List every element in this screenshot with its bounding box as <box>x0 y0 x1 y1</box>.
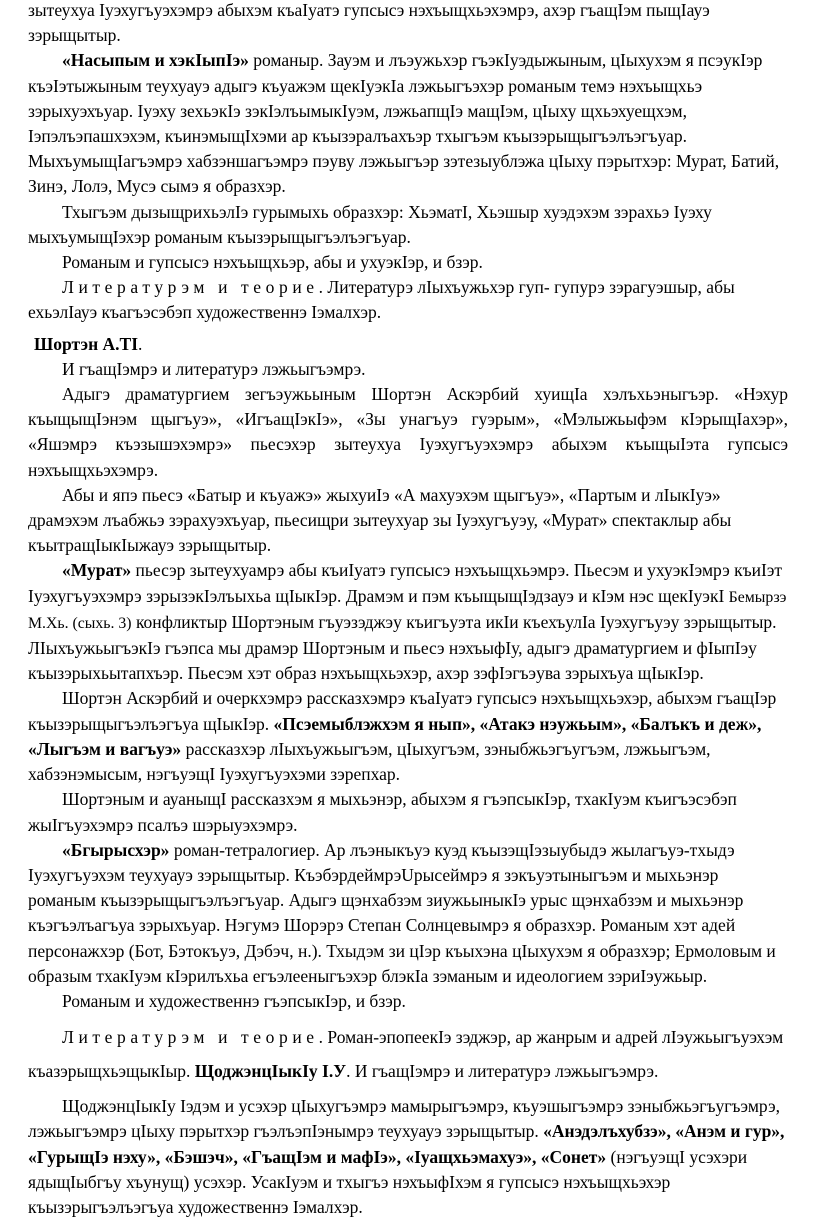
section-heading-shorten <box>34 332 788 357</box>
theory-label-2: Литературэм и теорие <box>62 1027 319 1048</box>
novel-title-nasypym: «Насыпым и хэкIыпIэ» <box>62 50 249 71</box>
paragraph-9 <box>28 558 788 686</box>
paragraph-8: Абы и япэ пьесэ «Батыр и къуажэ» жыхуиIэ «А махуэхэм щыгъуэ», «Партым и лIыкIуэ» драмэхэм лъабжьэ зэрахуэхъуар, пьесищри зытеухуар зы Iуэхугъуэу, «Мурат» спектаклыр абы къытращIыкIыжауэ зэрыщытыр. <box>28 484 732 556</box>
paragraph-10-rest: рассказхэр лIыхъужьыгъэм, цIыхугъэм, зэныбжьэгъугъэм, лэжьыгъэм, хабзэнэмысым, нэгъуэщI Iуэхугъуэхэми зэрепхар. <box>28 738 711 785</box>
paragraph-15 <box>28 1094 788 1220</box>
play-title-murat: «Мурат» <box>62 560 132 581</box>
poem-titles: «Анэдэлъхубзэ», «Анэм и гур», «ГурыщIэ нэху», «Бэшэч», «ГъащIэм и мафIэ», «Iуащхьэмахуэ», «Сонет» <box>28 1121 785 1167</box>
paragraph-2-text: романыр. Зауэм и лъэужьхэр гъэкIуэдыжыным, цIыхухэм я псэукIэр къэIэтыжыным теухуауэ адыгэ къуажэм щекIуэкIа лэжьыгъэхэр романым темэ нэхъыщхьэ зэрыхуэхъуар. Iуэху зехьэкIэ зэкIэлъымыкIуэм, лэжьапщIэ мащIэм, цIыху щхьэхуещхэм, Iэпэлъэпашхэхэм, къинэмыщIхэми ар къызэралъахъэр тхыгъэм къызэрыщыгъэлъэгъуар. МыхъумыщIагъэмрэ хабзэншагъэмрэ пэуву лэжьыгъэр зэтезыублэжа цIыху пэрытхэр: Мурат, Батий, Зинэ, Лолэ, Мусэ сымэ я образхэр. <box>28 50 780 197</box>
section-heading-text: Шортэн А.ТI <box>34 333 139 354</box>
paragraph-14-text: . Роман-эпопеекIэ зэджэр, ар жанрым и адрей лIэужьыгъуэхэм къазэрыщхьэщыкIыр. <box>28 1027 784 1082</box>
paragraph-12-text: роман-тетралогиер. Ар лъэныкъуэ куэд къызэщIэзыубыдэ жылагъуэ-тхыдэ Iуэхугъуэхэм теухуауэ зэрыщытыр. КъэбэрдеймрэUрысеймрэ я зэкъуэтыныгъэм и мыхьэнэр романым къызэрыщыгъэлъэгъуар. Адыгэ щэнхабзэм зиужьыныкIэ урыс щэнхабзэм и мыхьэнэр къэгъэлъагъуа зэрыхъуар. Нэгумэ Шорэрэ Степан Солнцевымрэ я образхэр. Романым хэт адей персонажхэр (Бот, Бэтокъуэ, Дэбэч, н.). Тхыдэм зи цIэр къыхэна цIыхухэм я образхэр; Ермоловым и образым тхакIуэм кIэрилъхьа егъэлееныгъэхэр блэкIа зэманым и идеологием зэриIэужьыр. <box>28 839 776 986</box>
paragraph-5 <box>28 275 788 325</box>
paragraph-14 <box>28 1020 788 1088</box>
paragraph-10-text: Шортэн Аскэрбий и очеркхэмрэ рассказхэмрэ къаIуатэ гупсысэ нэхъыщхьэхэр, абыхэм гъащIэр къызэрыщыгъэлъэгъуа щIыкIэр. <box>28 688 777 734</box>
paragraph-5-text: . Литературэ лIыхъужьхэр гуп- гупурэ зэрагуэшыр, абы ехьэлIауэ къагъэсэбэп художественнэ Iэмалхэр. <box>28 277 735 323</box>
paragraph-15-text: ЩоджэнцIыкIу Iэдэм и усэхэр цIыхугъэмрэ мамырыгъэмрэ, къуэшыгъэмрэ зэныбжьэгъугъэмрэ, лэжьыгъэмрэ цIыху пэрытхэр гъэлъэпIэнымрэ теухуауэ зэрыщытыр. <box>28 1096 780 1142</box>
paragraph-11: Шортэным и ауаныщI рассказхэм я мыхьэнэр, абыхэм я гъэпсыкIэр, тхакIуэм къигъэсэбэп жыIгъуэхэмрэ псалъэ шэрыуэхэмрэ. <box>28 789 737 835</box>
paragraph-7: Адыгэ драматургием зегъэужьыным Шортэн Аскэрбий хуищIа хэлъхьэныгъэр. «Нэхур къыщыщIэнэм щыгъуэ», «ИгъащIэкIэ», «Зы унагъуэ гуэрым», «Мэлыжьыфэм кIэрыщIахэр», «Яшэмрэ къэзышэхэмрэ» пьесэхэр зытеухуа Iуэхугъуэхэмрэ абыхэм къыщыIэта гупсысэ нэхъыщхьэхэмрэ. <box>28 384 788 480</box>
paragraph-6: И гъащIэмрэ и литературэ лэжьыгъэмрэ. <box>62 358 366 379</box>
author-name-shodzhentsyku: ЩоджэнцIыкIу I.У <box>194 1061 347 1082</box>
paragraph-1: зытеухуа Iуэхугъуэхэмрэ абыхэм къаIуатэ гупсысэ нэхъыщхьэхэмрэ, ахэр гъащIэм пыщIауэ зэрыщытыр. <box>28 0 710 46</box>
paragraph-13: Романым и художественнэ гъэпсыкIэр, и бзэр. <box>62 990 406 1011</box>
paragraph-9-end: конфликтыр Шортэным гъуэзэджэу къигъуэта икIи къехъулIа Iуэхугъуэу зэрыщытыр. ЛIыхъужьыгъэкIэ гъэпса мы драмэр Шортэным и пьесэ нэхъыфIу, адыгэ драматургием и фIыпIэу къызэрыхьытапхъэр. Пьесэм хэт образ нэхъыщхьэхэр, ахэр зэфIэгъэува зэрыхъуа щIыкIэр. <box>28 611 777 684</box>
paragraph-4: Романым и гупсысэ нэхъыщхьэр, абы и ухуэкIэр, и бзэр. <box>62 252 483 273</box>
paragraph-14-end: . И гъащIэмрэ и литературэ лэжьыгъэмрэ. <box>346 1061 659 1082</box>
section-heading-dot: . <box>138 333 143 354</box>
paragraph-2 <box>28 48 788 199</box>
novel-title-bgyryskher: «Бгырысхэр» <box>62 839 170 860</box>
story-titles: «Псэемыблэжхэм я нып», «Атакэ нэужьым», «Балъкъ и деж», «Лыгъэм и вагъуэ» <box>28 713 762 759</box>
paragraph-10 <box>28 686 788 787</box>
paragraph-9-insert: Бемырзэ М.Хь. (сыхь. 3) <box>28 588 787 632</box>
paragraph-3: Тхыгъэм дызыщрихьэлIэ гурымыхь образхэр: ХьэматI, Хьэшыр хуэдэхэм зэрахьэ Iуэху мыхъумыщIэхэр романым къызэрыщыгъэлъэгъуар. <box>28 201 712 247</box>
theory-label: Литературэм и теорие <box>62 277 319 298</box>
paragraph-15-rest: (нэгъуэщI усэхэри ядыщIыбгъу хъунущ) усэхэр. УсакIуэм и тхыгъэ нэхъыфIхэм я гупсысэ нэхъыщхьэхэр къызэрыгъэлъэгъуа художественнэ Iэмалхэр. <box>28 1146 748 1217</box>
paragraph-12 <box>28 838 788 989</box>
paragraph-9-text: пьесэр зытеухуамрэ абы къиIуатэ гупсысэ нэхъыщхьэмрэ. Пьесэм и ухуэкIэмрэ къиIэт Iуэхугъуэхэмрэ зэрызэкIэлъыхьа щIыкIэр. Драмэм и пэм къыщыщIэдзауэ и кIэм нэс щекIуэкI <box>28 560 783 606</box>
